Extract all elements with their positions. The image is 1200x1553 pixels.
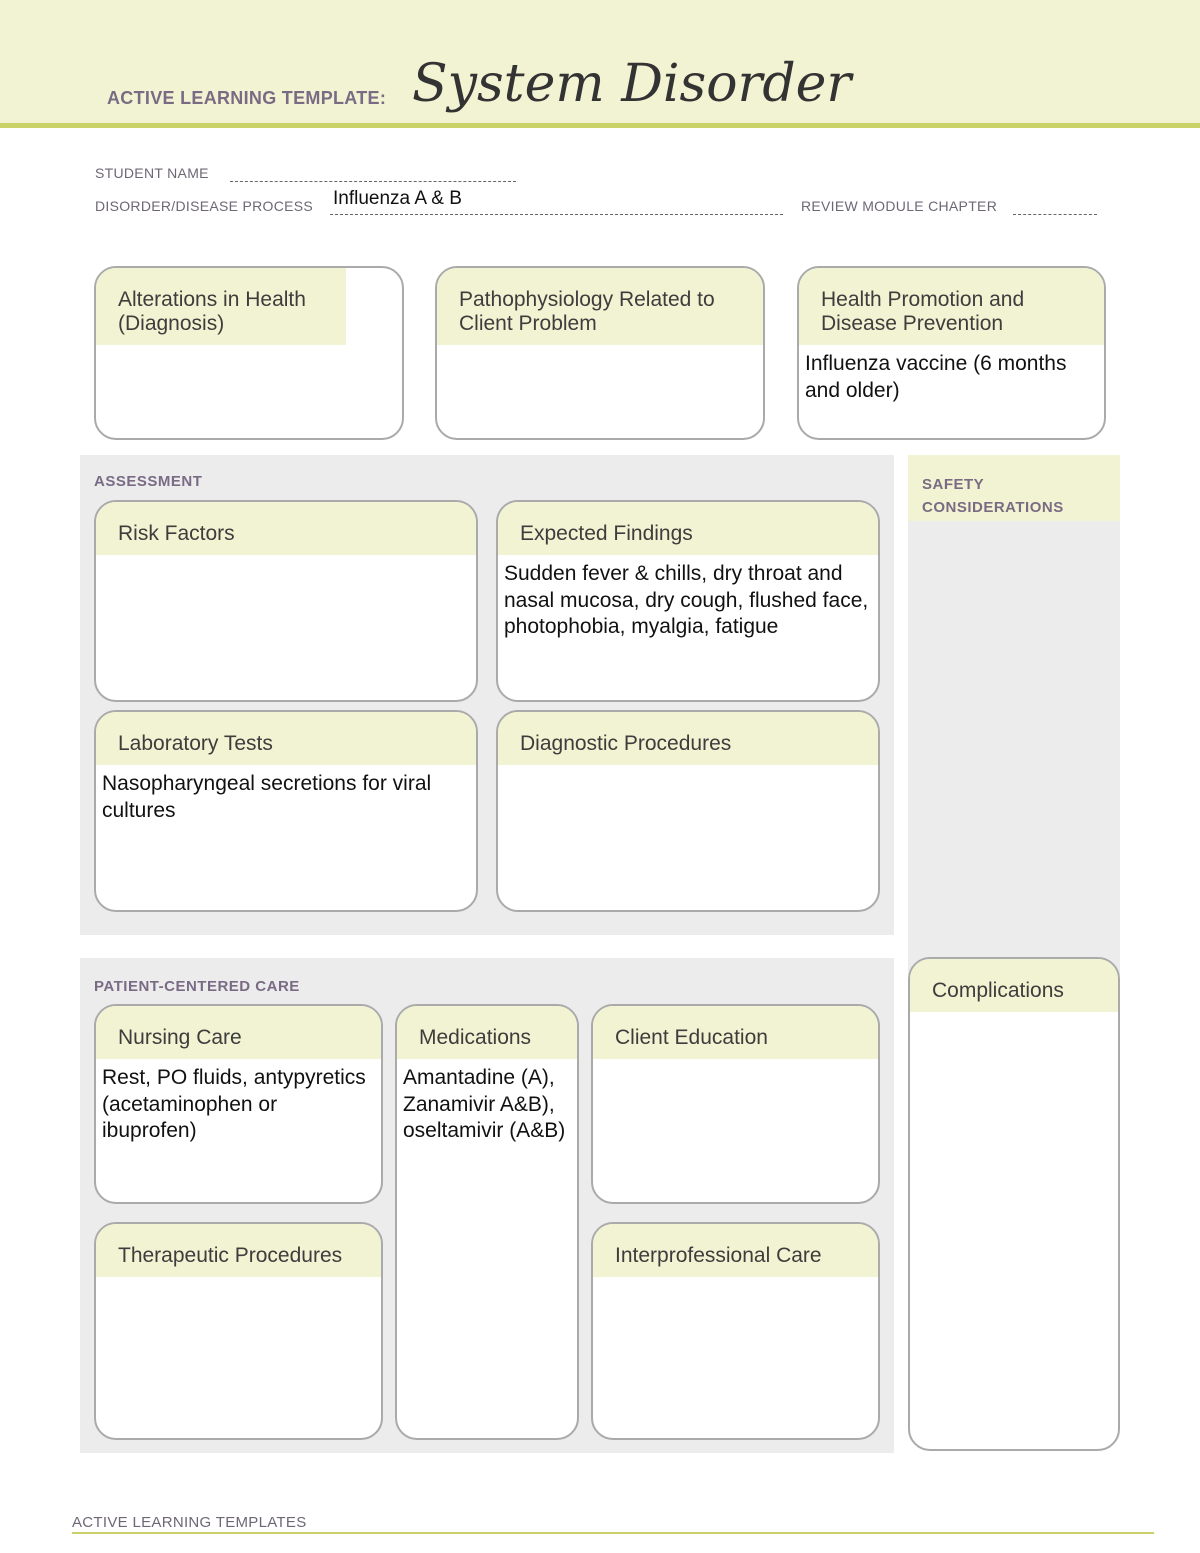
card-title: Pathophysiology Related to Client Problem	[437, 268, 763, 345]
card-content	[96, 555, 476, 561]
assessment-heading: ASSESSMENT	[94, 473, 203, 490]
card-nursing-care[interactable]	[94, 1004, 383, 1204]
template-prefix: ACTIVE LEARNING TEMPLATE:	[107, 88, 387, 108]
footer-text: ACTIVE LEARNING TEMPLATES	[72, 1514, 307, 1531]
card-complications[interactable]	[908, 957, 1120, 1451]
card-medications[interactable]	[395, 1004, 579, 1440]
card-diagnostic-procedures[interactable]	[496, 710, 880, 912]
card-title: Complications	[910, 959, 1118, 1012]
template-title: System Disorder	[412, 54, 852, 114]
card-content	[437, 345, 763, 351]
card-content: Rest, PO fluids, antypyretics (acetaminophen or ibuprofen)	[102, 1066, 366, 1142]
card-content	[498, 765, 878, 771]
card-title: Health Promotion and Disease Prevention	[799, 268, 1104, 345]
card-content	[593, 1059, 878, 1065]
card-content	[96, 345, 402, 351]
card-title: Therapeutic Procedures	[96, 1224, 381, 1277]
card-title: Medications	[397, 1006, 577, 1059]
card-expected-findings[interactable]	[496, 500, 880, 702]
card-title: Diagnostic Procedures	[498, 712, 878, 765]
footer-rule	[72, 1532, 1154, 1534]
student-name-field[interactable]	[230, 181, 516, 182]
safety-section[interactable]	[908, 455, 1120, 975]
card-title: Nursing Care	[96, 1006, 381, 1059]
disorder-value: Influenza A & B	[333, 188, 462, 209]
card-health-promotion[interactable]	[797, 266, 1106, 440]
review-module-field[interactable]	[1013, 214, 1097, 215]
card-content: Influenza vaccine (6 months and older)	[805, 352, 1067, 402]
card-title: Laboratory Tests	[96, 712, 476, 765]
card-client-education[interactable]	[591, 1004, 880, 1204]
student-name-label: STUDENT NAME	[95, 165, 209, 181]
disorder-field[interactable]	[330, 214, 783, 215]
patient-centered-care-heading: PATIENT-CENTERED CARE	[94, 978, 300, 995]
card-therapeutic-procedures[interactable]	[94, 1222, 383, 1440]
card-risk-factors[interactable]	[94, 500, 478, 702]
review-module-label: REVIEW MODULE CHAPTER	[801, 198, 998, 214]
card-content	[910, 1012, 1118, 1018]
header-rule	[0, 123, 1200, 128]
card-interprofessional-care[interactable]	[591, 1222, 880, 1440]
card-content	[96, 1277, 381, 1283]
card-title: Interprofessional Care	[593, 1224, 878, 1277]
card-laboratory-tests[interactable]	[94, 710, 478, 912]
card-title: Risk Factors	[96, 502, 476, 555]
card-title: Expected Findings	[498, 502, 878, 555]
card-title: Client Education	[593, 1006, 878, 1059]
card-content: Nasopharyngeal secretions for viral cultures	[102, 772, 432, 822]
card-content: Amantadine (A), Zanamivir A&B), oseltamivir (A&B)	[403, 1066, 566, 1142]
card-content	[593, 1277, 878, 1283]
card-pathophysiology[interactable]	[435, 266, 765, 440]
disorder-label: DISORDER/DISEASE PROCESS	[95, 198, 314, 214]
card-alterations-in-health[interactable]	[94, 266, 404, 440]
card-title: Alterations in Health (Diagnosis)	[96, 268, 346, 345]
safety-heading: SAFETY CONSIDERATIONS	[922, 476, 1064, 516]
card-content: Sudden fever & chills, dry throat and nasal mucosa, dry cough, flushed face, photophobia, myalgia, fatigue	[504, 562, 869, 638]
